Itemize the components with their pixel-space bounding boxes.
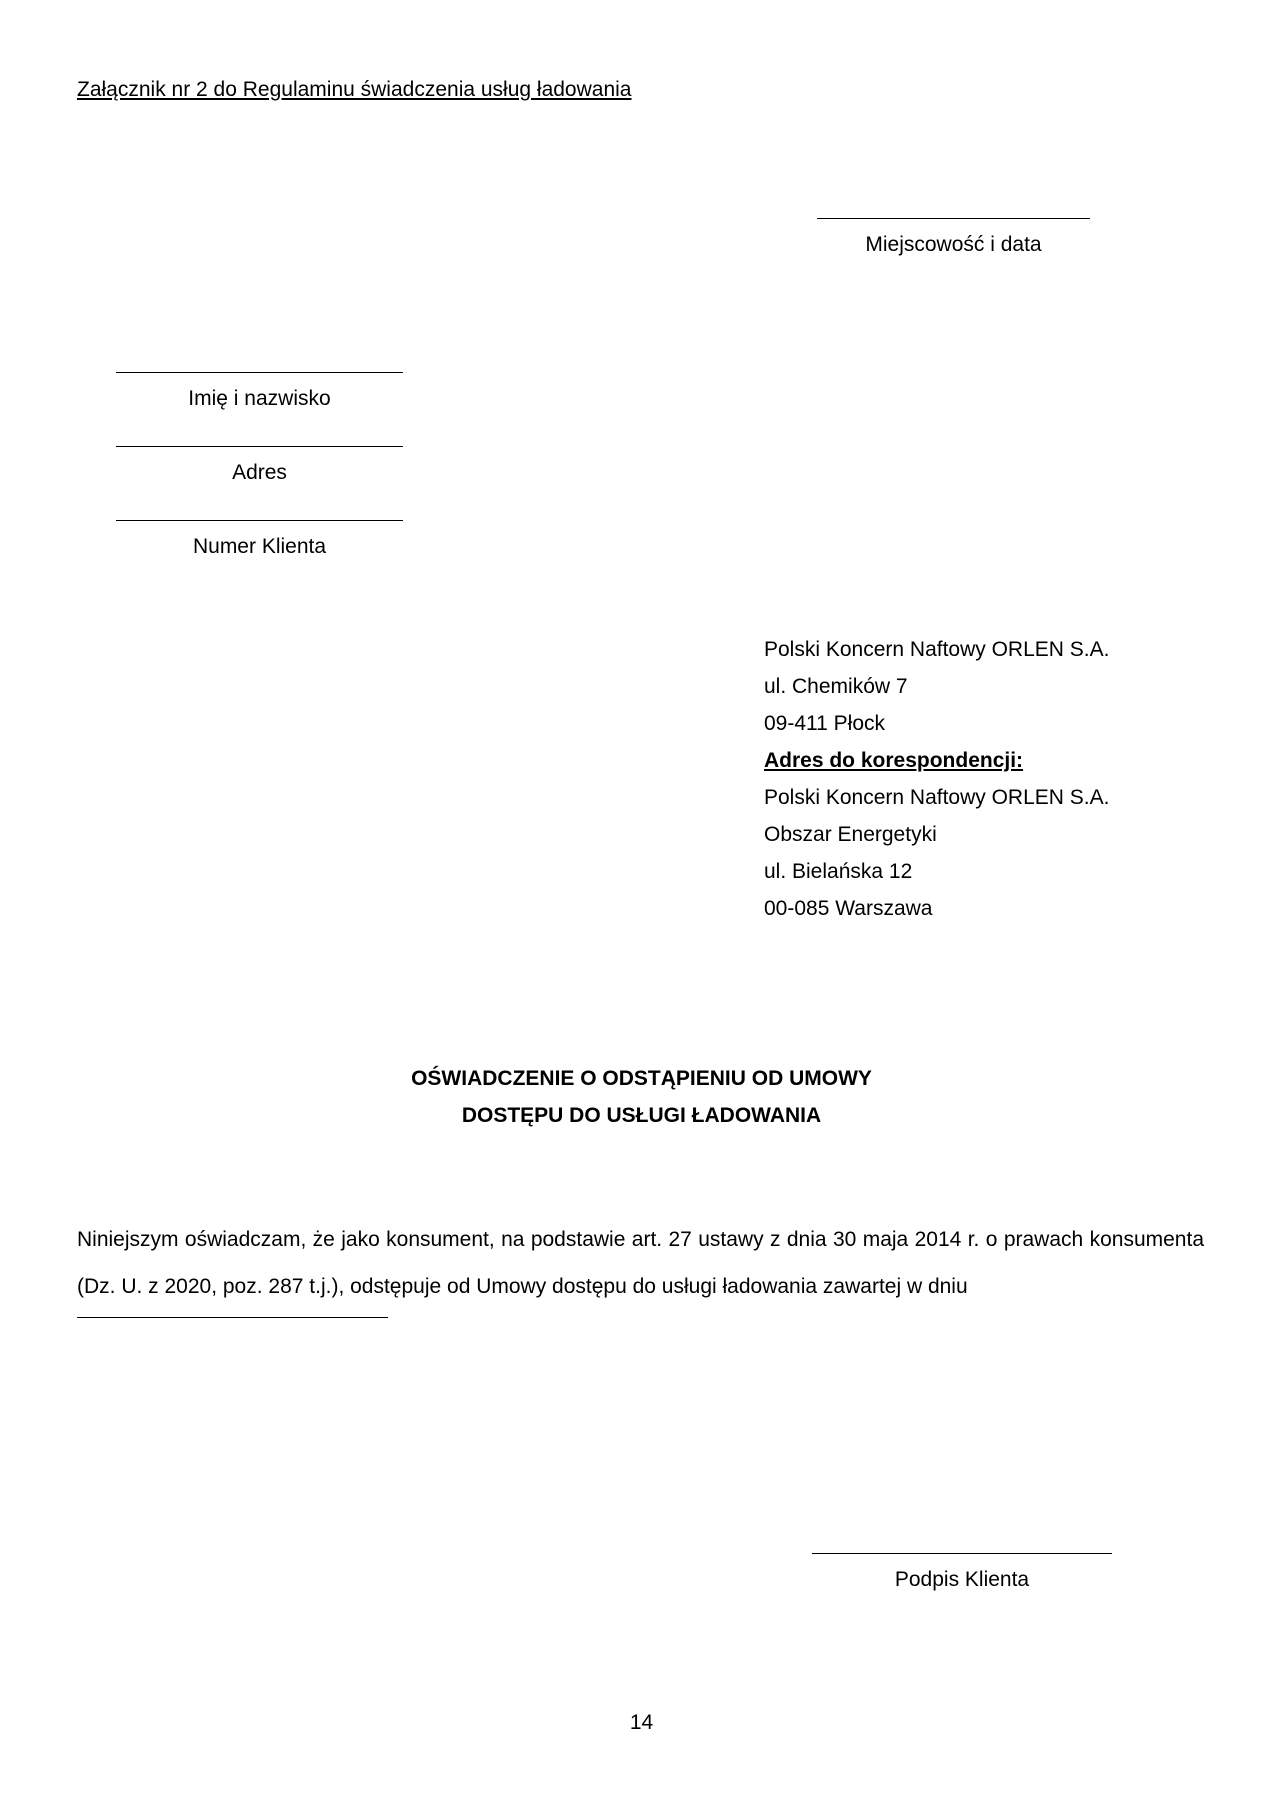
recipient-address: [764, 631, 1109, 927]
recipient-company: Polski Koncern Naftowy ORLEN S.A.: [764, 638, 1110, 661]
corr-company: Polski Koncern Naftowy ORLEN S.A.: [764, 786, 1110, 809]
customer-number-label: Numer Klienta: [192, 535, 327, 558]
customer-address-label: Adres: [232, 461, 287, 484]
place-date-line: [817, 218, 1090, 219]
recipient-street: ul. Chemików 7: [764, 675, 908, 698]
statement-text: Niniejszym oświadczam, że jako konsument, na podstawie art. 27 ustawy z dnia 30 maja 2014 r. o prawach konsumenta (Dz. U. z 2020, poz. 287 t.j.), odstępuje od Umowy dostępu do usługi ładowania zawartej w dniu: [77, 1228, 1204, 1298]
correspondence-heading: Adres do korespondencji:: [764, 749, 1024, 772]
document-title-line1: OŚWIADCZENIE O ODSTĄPIENIU OD UMOWY: [411, 1067, 872, 1090]
corr-city: 00-085 Warszawa: [764, 897, 933, 920]
page-number: 14: [629, 1711, 654, 1734]
customer-name-line: [116, 372, 403, 373]
customer-address-line: [116, 446, 403, 447]
signature-line: [812, 1553, 1112, 1554]
corr-department: Obszar Energetyki: [764, 823, 937, 846]
recipient-city: 09-411 Płock: [764, 712, 886, 735]
place-date-label: Miejscowość i data: [865, 233, 1042, 256]
document-title-line2: DOSTĘPU DO USŁUGI ŁADOWANIA: [461, 1104, 822, 1127]
customer-number-line: [116, 520, 403, 521]
customer-name-label: Imię i nazwisko: [188, 387, 331, 410]
corr-street: ul. Bielańska 12: [764, 860, 913, 883]
contract-date-line: [77, 1317, 388, 1318]
annex-note: Załącznik nr 2 do Regulaminu świadczenia usług ładowania: [77, 78, 632, 101]
signature-label: Podpis Klienta: [894, 1568, 1030, 1591]
